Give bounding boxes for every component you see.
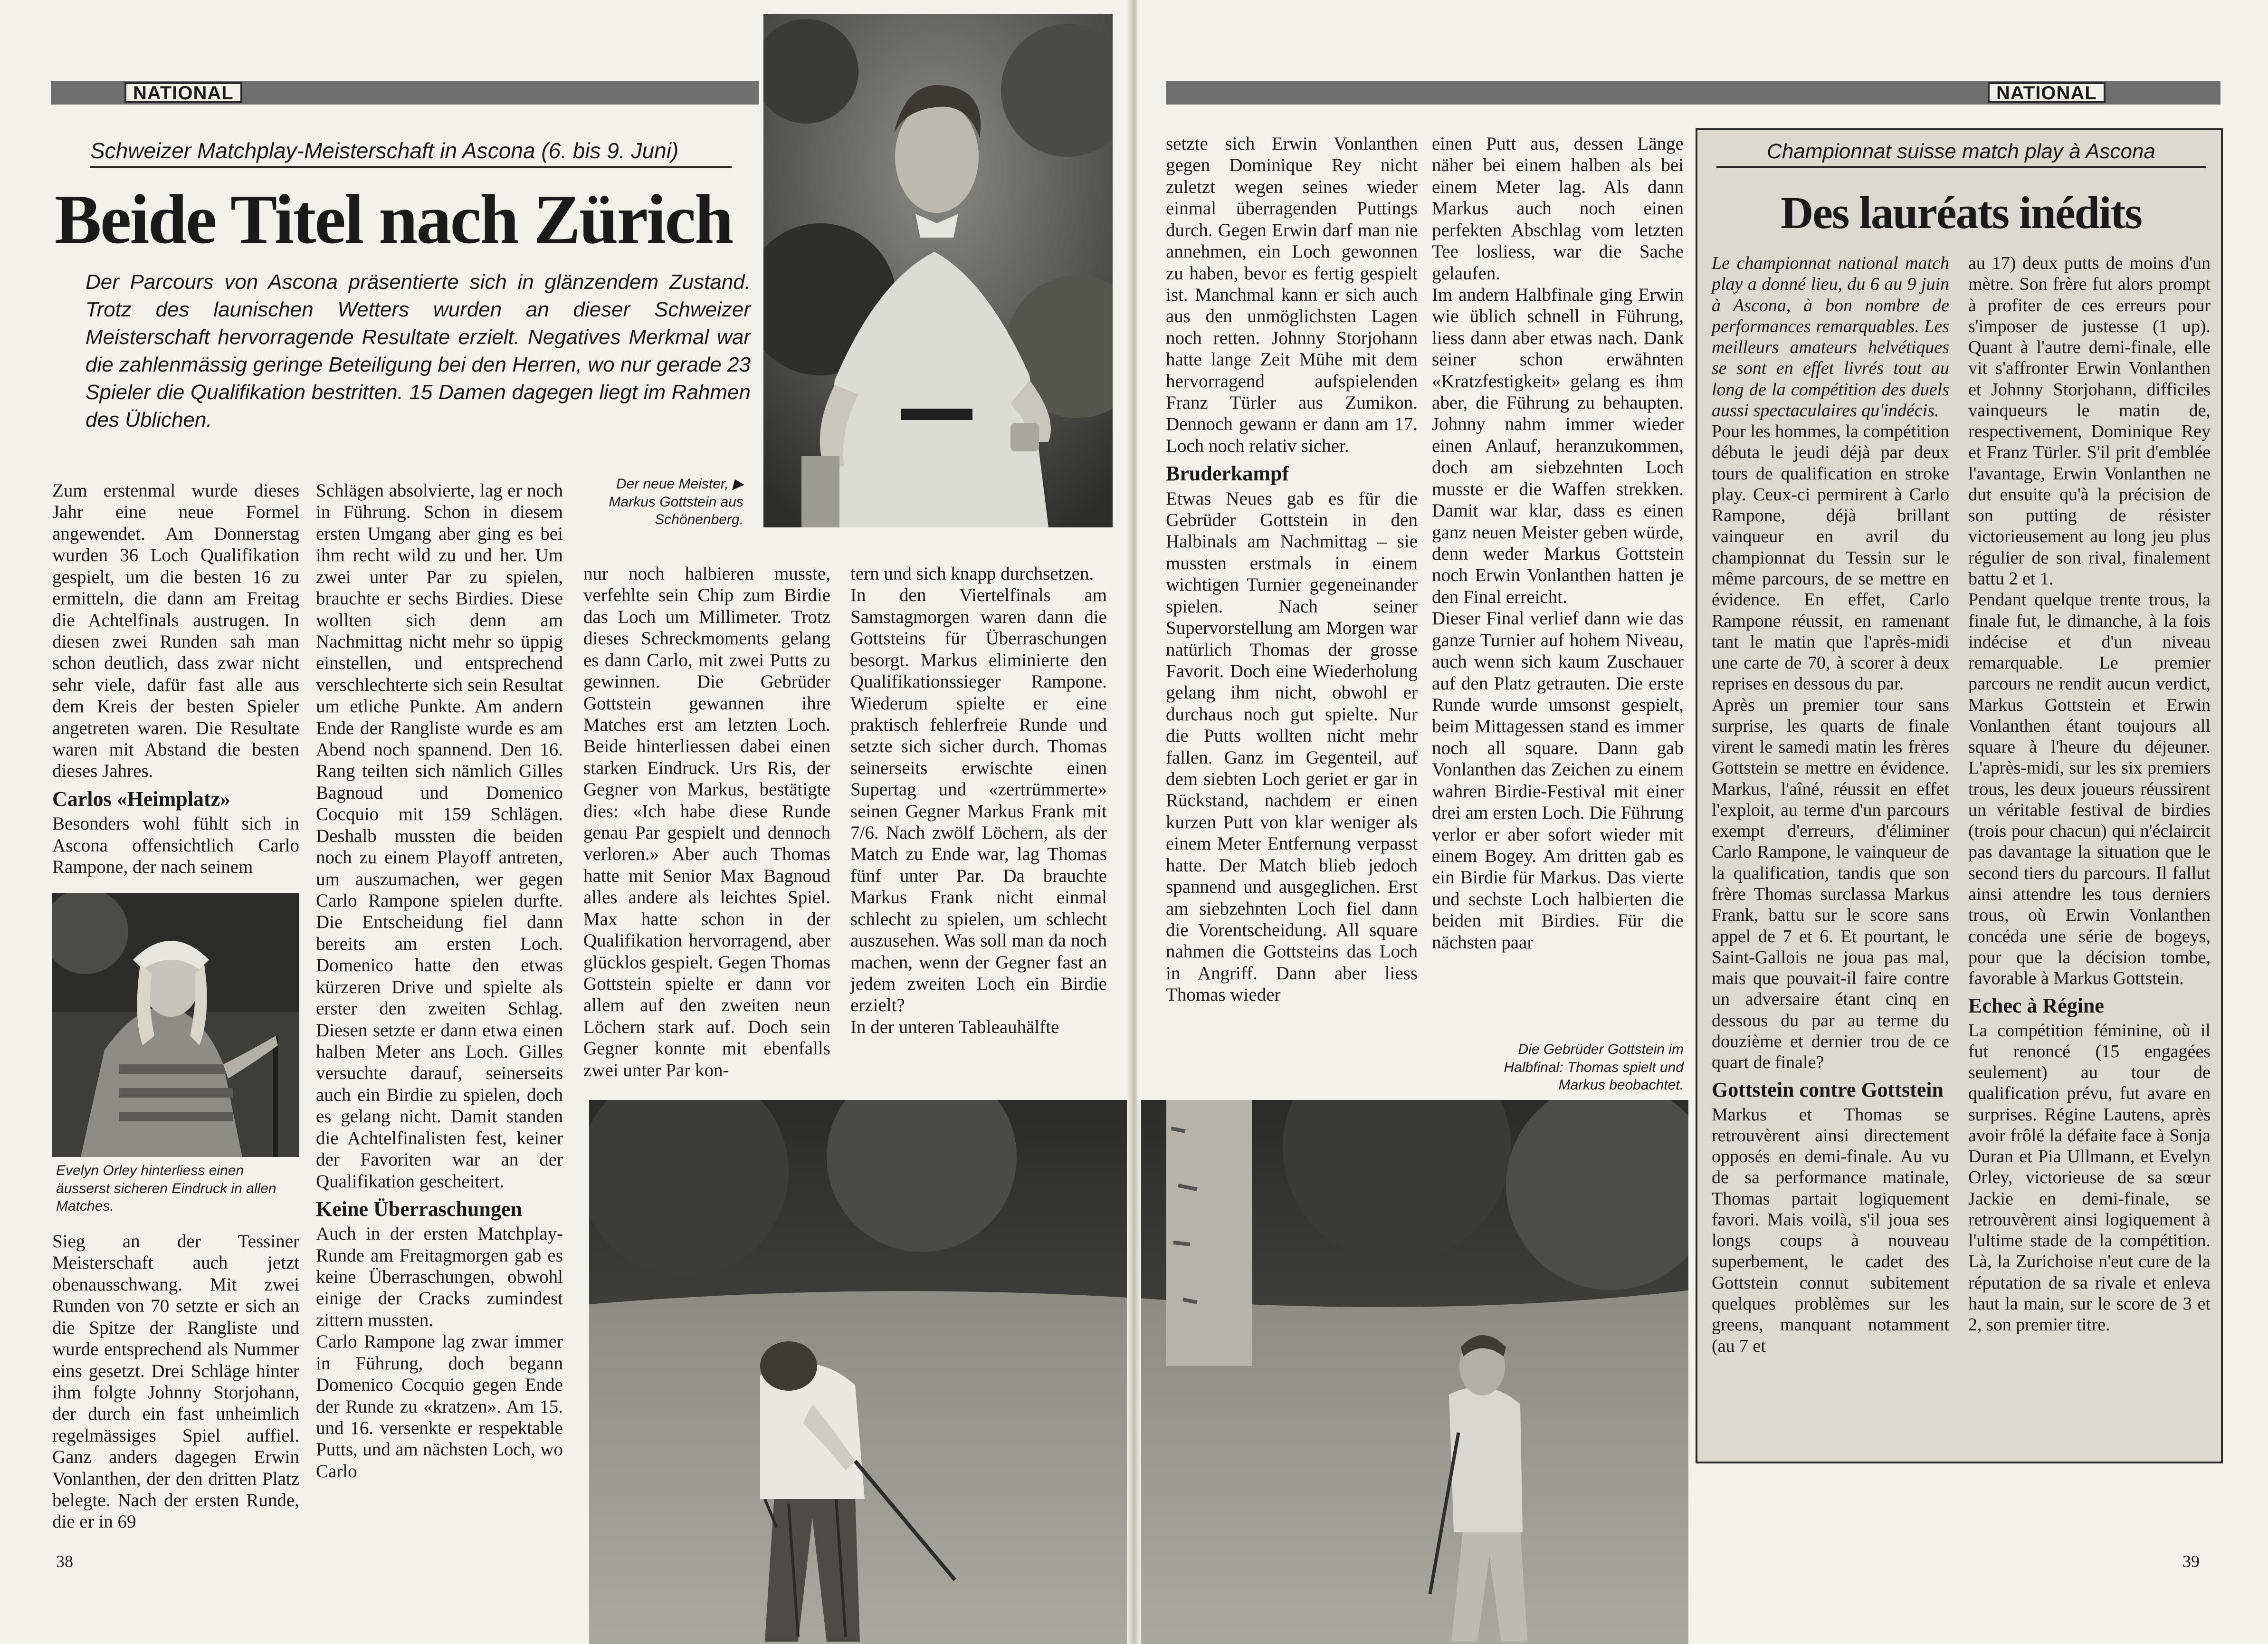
fr-kicker: Championnat suisse match play à Ascona [1716, 140, 2206, 168]
paragraph: setzte sich Erwin Vonlanthen gegen Dominique Rey nicht zuletzt wegen seines wieder einmal überragenden Puttings durch. Gegen Erwin darf man nie annehmen, ein Loch gewonnen zu haben, bevor es fertig gespielt ist. Manchmal kann er sich auch aus den unmöglichsten Lagen noch retten. Johnny Storjohann hatte lange Zeit Mühe mit dem hervorragend aufspielenden Franz Türler aus Zumikon. Dennoch gewann er dann am 17. Loch noch relativ sicher. [1166, 134, 1418, 456]
column-1 [52, 480, 299, 878]
caption-new-champion: Der neue Meister, ▶ Markus Gottstein aus Schönenberg. [609, 476, 743, 527]
fr-intro: Le championnat national match play a donné lieu, du 6 au 9 juin à Ascona, à bon nombre de performances remarquables. Les meilleurs amateurs helvétiques se sont en effet livrés tout au long de la compétition des duels aussi spectaculaires qu'indécis. [1712, 253, 1949, 421]
section-label: NATIONAL [1988, 82, 2106, 103]
paragraph: Etwas Neues gab es für die Gebrüder Gottstein in den Halbinals am Nachmittag – sie mussten erstmals in einem wichtigen Turnier gegeneinander spielen. Nach seiner Supervorstellung am Morgen war natürlich Thomas der grosse Favorit. Doch eine Wiederholung gelang ihm nicht, obwohl er durchaus noch gut spielte. Nur die Putts wollten nicht mehr fallen. Ganz im Gegenteil, auf dem siebten Loch geriet er gar in Rückstand, nachdem er einen kurzen Putt von klar weniger als einem Meter Entfernung verpasst hatte. Der Match blieb jedoch spannend und ausgeglichen. Erst am siebzehnten Loch fiel dann die Vorentscheidung. All square nahmen die Gottsteins das Loch in Angriff. Dann aber liess Thomas wieder [1166, 488, 1418, 1005]
fr-column-1 [1712, 253, 1949, 1357]
paragraph: La compétition féminine, où il fut renoncé (15 engagées seulement) au tour de qualification prévu, fut avare en surprises. Régine Lautens, après avoir frôlé la défaite face à Sonja Duran et Pia Ullmann, et Evelyn Orley, victorieuse de sa sœur Jackie en demi-finale, se retrouvèrent ainsi logiquement à l'ultime stade de la compétition. Là, la Zurichoise n'eut cure de la réputation de sa rivale et enleva haut la main, sur le score de 3 et 2, son premier titre. [1968, 1020, 2211, 1335]
paragraph: Besonders wohl fühlt sich in Ascona offensichtlich Carlo Rampone, der nach seinem [52, 813, 299, 877]
column-2 [1432, 133, 1684, 953]
section-label: NATIONAL [124, 82, 242, 103]
paragraph: Après un premier tour sans surprise, les quarts de finale virent le samedi matin les frères Gottstein se mettre en évidence. Markus, l'aîné, réussit en effet l'exploit, au terme d'un parcours exempt d'erreurs, d'éliminer Carlo Rampone, le vainqueur de la qualification, tandis que son frère Thomas surclassa Markus Frank, battu sur le score sans appel de 7 et 6. Et pourtant, le Saint-Gallois ne joua pas mal, mais que pouvait-il faire contre un adversaire étant cinq en dessous du par au terme du douzième et dernier trou de ce quart de finale? [1712, 695, 1949, 1073]
paragraph: einen Putt aus, dessen Länge näher bei einem halben als bei einem Meter lag. Als dann Markus auch noch einen perfekten Abschlag vom letzten Tee losliess, war die Sache gelaufen. [1432, 134, 1684, 284]
kicker: Schweizer Matchplay-Meisterschaft in Ascona (6. bis 9. Juni) [90, 138, 732, 168]
paragraph: Im andern Halbfinale ging Erwin wie üblich schnell in Führung, liess dann aber etwas nach. Dank seiner schon erwähnten «Kratzfestigkeit» gelang es ihm aber, die Führung zu behaupten. Johnny nahm immer wieder einen Anlauf, heranzukommen, doch am siebzehnten Loch musste er die Waffen strekken. Damit war klar, dass es einen ganz neuen Meister geben würde, denn weder Markus Gottstein noch Erwin Vonlanthen hatten je den Final erreicht. [1432, 284, 1684, 607]
paragraph: Schlägen absolvierte, lag er noch in Führung. Schon in diesem ersten Umgang aber ging es bei ihm recht wild zu und her. Um zwei unter Par zu spielen, brauchte er sechs Birdies. Diese wollten sich denn am Nachmittag nicht mehr so üppig einstellen, und entsprechend verschlechterte sich sein Resultat um etliche Punkte. Am andern Ende der Rangliste wurde es am Abend noch spannend. Den 16. Rang teilten sich nämlich Gilles Bagnoud und Domenico Cocquio mit 159 Schlägen. Deshalb mussten die beiden noch zu einem Playoff antreten, um auszumachen, wer gegen Carlo Rampone spielen durfte. Die Entscheidung fiel dann bereits am ersten Loch. Domenico hatte den etwas kürzeren Drive und spielte als erster den zweiten Schlag. Diesen setzte er dann etwa einen halben Meter ans Loch. Gilles versuchte darauf, seinerseits auch ein Birdie zu spielen, doch es gelang nicht. Damit standen die Achtelfinalisten fest, keiner der Favoriten war an der Qualifikation gescheitert. [316, 480, 563, 1192]
paragraph: Auch in der ersten Matchplay-Runde am Freitagmorgen gab es keine Überraschungen, obwohl einige der Cracks zumindest zittern mussten. [316, 1223, 563, 1330]
paragraph: Pour les hommes, la compétition débuta le jeudi déjà par deux tours de qualification en stroke play. Ceux-ci permirent à Carlo Rampone, déjà brillant vainqueur en avril du championnat du Tessin sur le même parcours, de se mettre en évidence. En effet, Carlo Rampone réussit, en ramenant tant le matin que l'après-midi une carte de 70, à scorer à deux reprises en dessous du par. [1712, 421, 1949, 694]
subheading: Keine Überraschungen [316, 1197, 522, 1221]
subheading: Carlos «Heimplatz» [52, 787, 231, 811]
paragraph: In den Viertelfinals am Samstagmorgen waren dann die Gottsteins für Überraschungen besorgt. Markus eliminierte den Qualifikationssieger Rampone. Wiederum spielte er eine praktisch fehlerfreie Runde und setzte sich sicher durch. Thomas seinerseits erwischte einen Supertag und «zertrümmerte» seinen Gegner Markus Frank mit 7/6. Nach zwölf Löchern, als der Match zu Ende war, lag Thomas fünf unter Par. Da brauchte Markus Frank nicht einmal schlecht zu spielen, um schlecht auszusehen. Was soll man da noch machen, wenn der Gegner fast an jedem zweiten Loch ein Birdie erzielt? [850, 585, 1107, 1016]
caption-evelyn-orley: Evelyn Orley hinterliess einen äusserst sicheren Eindruck in allen Matches. [56, 1163, 276, 1214]
column-1 [1166, 133, 1418, 1006]
lead-paragraph: Der Parcours von Ascona präsentierte sich in glänzendem Zustand. Trotz des launischen Wetters wurden an dieser Schweizer Meisterschaft hervorragende Resultate erzielt. Negatives Merkmal war die zahlenmässig geringe Beteiligung bei den Herren, wo nur gerade 23 Spieler die Qualifikation bestritten. 15 Damen dagegen liegt im Rahmen des Üblichen. [86, 270, 751, 432]
column-3 [583, 563, 830, 1081]
right-page [1137, 0, 2268, 1644]
page-number: 39 [2182, 1552, 2200, 1571]
column-1-continued [52, 1231, 299, 1533]
page-number: 38 [56, 1552, 73, 1571]
subheading: Echec à Régine [1968, 994, 2104, 1018]
column-2 [316, 480, 563, 1482]
paragraph: Sieg an der Tessiner Meisterschaft auch jetzt obenausschwang. Mit zwei Runden von 70 setzte er sich an die Spitze der Rangliste und wurde entsprechend als Nummer eins gesetzt. Drei Schläge hinter ihm folgte Johnny Storjohann, der durch ein fast unheimlich regelmässiges Spiel auffiel. Ganz anders dagegen Erwin Vonlanthen, der den dritten Platz belegte. Nach der ersten Runde, die er in 69 [52, 1231, 299, 1532]
paragraph: nur noch halbieren musste, verfehlte sein Chip zum Birdie das Loch um Millimeter. Trotz dieses Schreckmoments gelang es dann Carlo, mit zwei Putts zu gewinnen. Die Gebrüder Gottstein gewannen ihre Matches erst am letzten Loch. Beide hinterliessen dabei einen starken Eindruck. Urs Ris, der Gegner von Markus, bestätigte dies: «Ich habe diese Runde genau Par gespielt und dennoch verloren.» Aber auch Thomas hatte mit Senior Max Bagnoud alles andere als leichtes Spiel. Max hatte schon in der Qualifikation hervorragend, aber glücklos gespielt. Gegen Thomas Gottstein spielte er dann vor allem auf den zweiten neun Löchern stark auf. Doch sein Gegner konnte mit ebenfalls zwei unter Par kon- [583, 564, 830, 1080]
photo-markus-gottstein [763, 14, 1113, 527]
paragraph: In der unteren Tableauhälfte [850, 1016, 1059, 1037]
fr-headline: Des lauréats inédits [1781, 187, 2142, 238]
french-article-box [1696, 128, 2223, 1463]
fr-column-2 [1968, 253, 2211, 1336]
paragraph: Carlo Rampone lag zwar immer in Führung, doch begann Domenico Cocquio gegen Ende der Runde zu «kratzen». Am 15. und 16. versenkte er respektable Putts, und am nächsten Loch, wo Carlo [316, 1331, 563, 1482]
column-4 [850, 563, 1107, 1038]
paragraph: Markus et Thomas se retrouvèrent ainsi directement opposés en demi-finale. Au vu de sa performance matinale, Thomas partait logiquement favori. Mais voilà, s'il joua ses longs coups à nouveau superbement, le cadet des Gottstein connut subitement quelques problèmes sur les greens, manquant notamment (au 7 et [1712, 1104, 1949, 1356]
caption-gottstein-brothers: Die Gebrüder Gottstein im Halbfinal: Thomas spielt und Markus beobachtet. [1504, 1042, 1684, 1093]
subheading: Gottstein contre Gottstein [1712, 1078, 1944, 1102]
paragraph: Dieser Final verlief dann wie das ganze Turnier auf hohem Niveau, auch wenn sich kaum Zuschauer auf den Platz getrauten. Die erste Runde wurde umsonst gespielt, beim Mittagessen stand es immer noch all square. Dann gab Vonlanthen das Zeichen zu einem wahren Birdie-Festival mit einer drei am ersten Loch. Die Führung verlor er aber sofort wieder mit einem Bogey. Am dritten gab es ein Birdie für Markus. Das vierte und sechste Loch halbierten die beiden mit Birdies. Für die nächsten paar [1432, 608, 1684, 953]
photo-evelyn-orley [52, 893, 299, 1157]
headline: Beide Titel nach Zürich [55, 181, 733, 258]
paragraph: Zum erstenmal wurde dieses Jahr eine neue Formel angewendet. Am Donnerstag wurden 36 Loch Qualifikation gespielt, um die besten 16 zu ermitteln, die dann am Freitag die Achtelfinals austrugen. In diesen zwei Runden sah man schon deutlich, dass zwar nicht sehr viele, dafür fast alle aus dem Kreis der besten Spieler angetreten waren. Die Resultate waren mit Abstand die besten dieses Jahres. [52, 480, 299, 782]
paragraph: tern und sich knapp durchsetzen. [850, 564, 1094, 584]
paragraph: au 17) deux putts de moins d'un mètre. Son frère fut alors prompt à profiter de ces erreurs pour s'imposer de justesse (1 up). Quant à l'autre demi-finale, elle vit s'affronter Erwin Vonlanthen et Johnny Storjohann, difficiles vainqueurs le matin de, respectivement, Dominique Rey et Franz Türler. S'il prit d'emblée l'avantage, Erwin Vonlanthen ne dut ensuite qu'à la précision de son putting de résister victorieusement au long jeu plus régulier de son rival, finalement battu 2 et 1. [1968, 253, 2211, 589]
paragraph: Pendant quelque trente trous, la finale fut, le dimanche, à la fois indécise et d'un niveau remarquable. Le premier parcours ne rendit aucun verdict, Markus Gottstein et Erwin Vonlanthen étant toujours all square à l'heure du déjeuner. L'après-midi, sur les six premiers trous, les deux joueurs réussirent un véritable festival de birdies (trois pour chacun) qui n'éclaircit pas davantage la situation que le second tiers du parcours. Il fallut ainsi attendre les tous derniers trous, où Erwin Vonlanthen concéda une série de bogeys, pour que la décision tombe, favorable à Markus Gottstein. [1968, 590, 2211, 989]
subheading: Bruderkampf [1166, 462, 1289, 486]
